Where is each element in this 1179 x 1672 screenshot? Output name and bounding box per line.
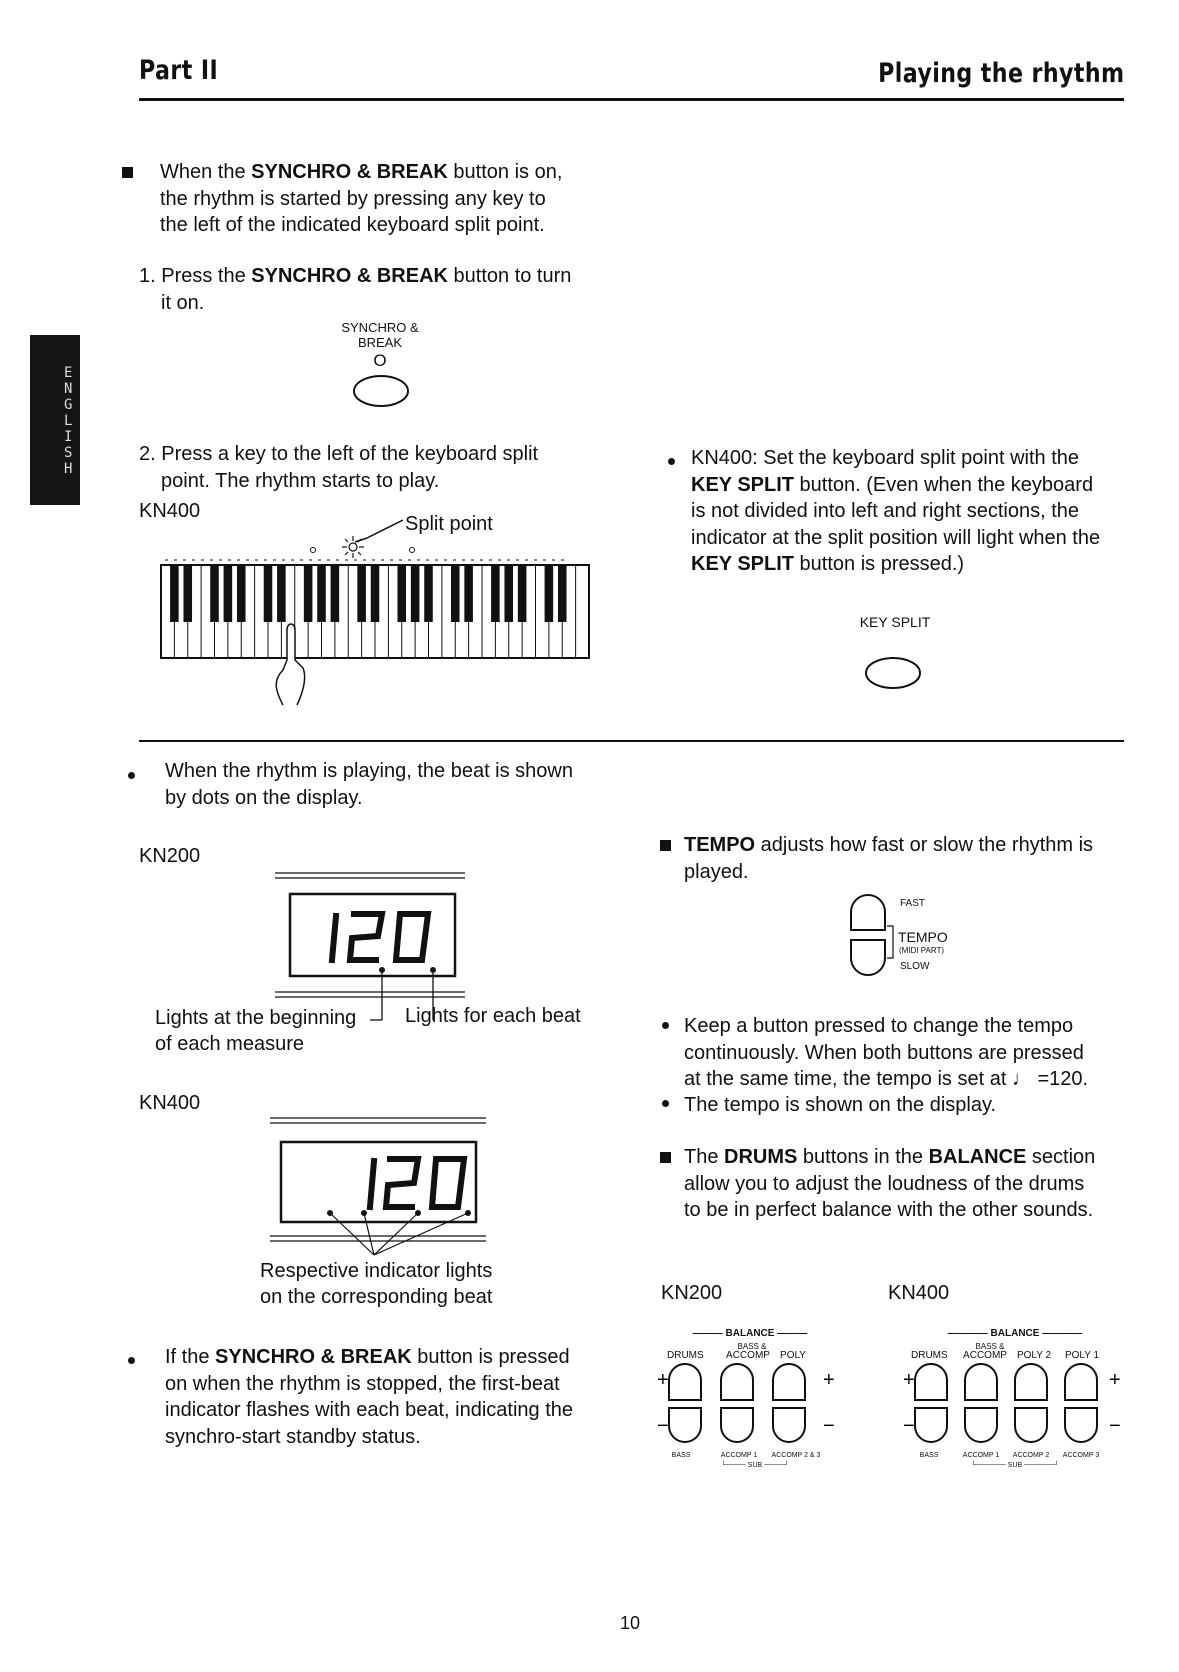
black-key [357,565,366,622]
beat-display-note: When the rhythm is playing, the beat is shown by dots on the display. [165,760,573,809]
tempo-note: TEMPO adjusts how fast or slow the rhythm is played. [684,834,1094,883]
svg-text:+: + [657,1369,669,1391]
tempo-fast-label: FAST [900,898,926,909]
black-key [558,565,567,622]
accomp1-label-400: ACCOMP 1 [962,1452,1000,1459]
step-1: 1. Press the SYNCHRO & BREAK button to turn it on. [139,265,572,314]
black-key [317,565,326,622]
beat-dot-1-icon [379,967,385,973]
language-tab [30,335,80,505]
drums-balance-note: The DRUMS buttons in the BALANCE section allow you to adjust the loudness of the drums to be in perfect balance with the other sounds. [684,1146,1096,1221]
accomp-up-button-400 [965,1364,997,1400]
accomp3-down-button [1065,1408,1097,1442]
synchro-standby-note: If the SYNCHRO & BREAK button is pressed on when the rhythm is stopped, the first-beat indicator flashes with each beat, indicating the synchro-start standby status. [165,1346,574,1448]
accomp23-label: ACCOMP 2 & 3 [771,1452,821,1459]
model-kn200-label: KN200 [139,845,201,867]
poly1-up-button [1065,1364,1097,1400]
tempo-fast-button [851,895,885,930]
black-key [237,565,246,622]
bass-down-button [669,1408,701,1442]
accomp1-label: ACCOMP 1 [720,1452,758,1459]
bass-label: BASS [671,1452,691,1459]
kn400-split-note: KN400: Set the keyboard split point with the KEY SPLIT button. (Even when the keyboard is not divided into left and right sections, the indicator at the split position will light when the KEY SPLIT button is pressed.) [691,447,1101,575]
key-split-button[interactable] [862,654,924,692]
black-key [264,565,273,622]
kn400-display [268,1115,493,1265]
tab-letter: I [64,429,73,445]
header-rule [139,98,1124,101]
synchro-break-button[interactable] [350,372,412,410]
black-key [277,565,286,622]
bullet-square [122,167,133,178]
model-kn400-label: KN400 [139,500,201,522]
bass-accomp-label: BASS & [737,1342,767,1351]
black-key [397,565,406,622]
bass-down-button-400 [915,1408,947,1442]
bullet-square [660,840,671,851]
svg-text:−: − [657,1415,669,1437]
bullet-dot [662,1100,669,1107]
black-key [545,565,554,622]
black-key [183,565,192,622]
section-title: Playing the rhythm [877,58,1124,89]
svg-text:−: − [903,1415,915,1437]
section-divider [139,740,1124,742]
beat-dot-icon [430,967,436,973]
black-key [224,565,233,622]
svg-text:−: − [823,1415,835,1437]
black-key [518,565,527,622]
accomp2-label-400: ACCOMP 2 [1012,1452,1050,1459]
kn400-balance-buttons [905,1364,1125,1454]
bass-accomp-label-400: BASS & [975,1342,1005,1351]
tab-letter: L [64,413,73,429]
accomp1-down-button-400 [965,1408,997,1442]
synchro-intro: When the SYNCHRO & BREAK button is on, the rhythm is started by pressing any key to the left of the indicated keyboard split point. [160,161,563,236]
svg-text:+: + [903,1369,915,1391]
tab-letter: H [64,461,73,477]
split-indicator-lit-icon [342,536,364,558]
accomp23-down-button [773,1408,805,1442]
balance-label: ——— BALANCE ——— [692,1328,808,1339]
drums-label: DRUMS [667,1350,704,1361]
black-key [371,565,380,622]
kn200-balance-buttons [655,1364,845,1454]
bullet-dot [128,772,135,779]
tempo-slow-label: SLOW [900,961,930,972]
poly-up-button [773,1364,805,1400]
tempo-midi-label: (MIDI PART) [899,946,945,955]
tab-letter: G [64,397,73,413]
poly2-up-button [1015,1364,1047,1400]
keyboard-illustration [155,510,595,695]
drums-up-button-400 [915,1364,947,1400]
bass-label-400: BASS [919,1452,939,1459]
sub-label-400: └────── SUB ──────┘ [971,1462,1059,1469]
tab-letter: E [64,365,73,381]
key-split-label: KEY SPLIT [859,614,931,630]
step-2: 2. Press a key to the left of the keyboard split point. The rhythm starts to play. [139,443,539,492]
tempo-slow-button [851,940,885,975]
svg-text:+: + [1109,1369,1121,1391]
black-key [464,565,473,622]
drums-label-400: DRUMS [911,1350,948,1361]
tempo-buttons [845,888,893,988]
black-key [451,565,460,622]
split-point-label: Split point [405,513,493,535]
drums-up-button [669,1364,701,1400]
tempo-label: TEMPO [898,929,948,945]
synchro-lamp-icon: O [373,351,387,370]
kn400-balance-panel [905,1328,1125,1478]
accomp1-down-button [721,1408,753,1442]
respective-indicator-label: Respective indicator lights on the corresponding beat [260,1260,493,1308]
bullet-dot [662,1022,669,1029]
black-key [210,565,219,622]
part-label: Part II [139,55,219,86]
model-kn400-label-3: KN400 [888,1282,950,1304]
balance-label-400: ———— BALANCE ———— [947,1328,1083,1339]
accomp-label-400: ACCOMP [963,1350,1007,1361]
black-key [424,565,433,622]
kn200-balance-panel [655,1328,845,1478]
sub-label: └──── SUB ────┘ [721,1462,789,1469]
tab-letter: S [64,445,73,461]
poly1-label: POLY 1 [1064,1350,1100,1361]
synchro-break-label: SYNCHRO & BREAK O [330,320,430,368]
black-key [331,565,340,622]
page-number: 10 [620,1613,641,1633]
accomp-label: ACCOMP [726,1350,770,1361]
svg-text:−: − [1109,1415,1121,1437]
accomp-up-button [721,1364,753,1400]
poly-label: POLY [780,1350,806,1361]
black-key [304,565,313,622]
model-kn200-label-2: KN200 [661,1282,723,1304]
model-kn400-label-2: KN400 [139,1092,201,1114]
svg-text:+: + [823,1369,835,1391]
accomp3-label-400: ACCOMP 3 [1062,1452,1100,1459]
black-key [170,565,179,622]
tempo-shown-note: The tempo is shown on the display. [684,1094,997,1116]
keep-pressed-note: Keep a button pressed to change the tempo continuously. When both buttons are pressed at the same time, the tempo is set at ♩ =120. [684,1015,1089,1090]
poly2-label: POLY 2 [1016,1350,1052,1361]
bullet-square [660,1152,671,1163]
lights-beginning-label: Lights at the beginning of each measure [155,1007,357,1055]
tab-letter: N [64,381,73,397]
bullet-dot [668,458,675,465]
bullet-dot [128,1357,135,1364]
black-key [491,565,500,622]
lights-each-beat-label: Lights for each beat [405,1005,581,1027]
black-key [504,565,513,622]
black-key [411,565,420,622]
accomp2-down-button [1015,1408,1047,1442]
